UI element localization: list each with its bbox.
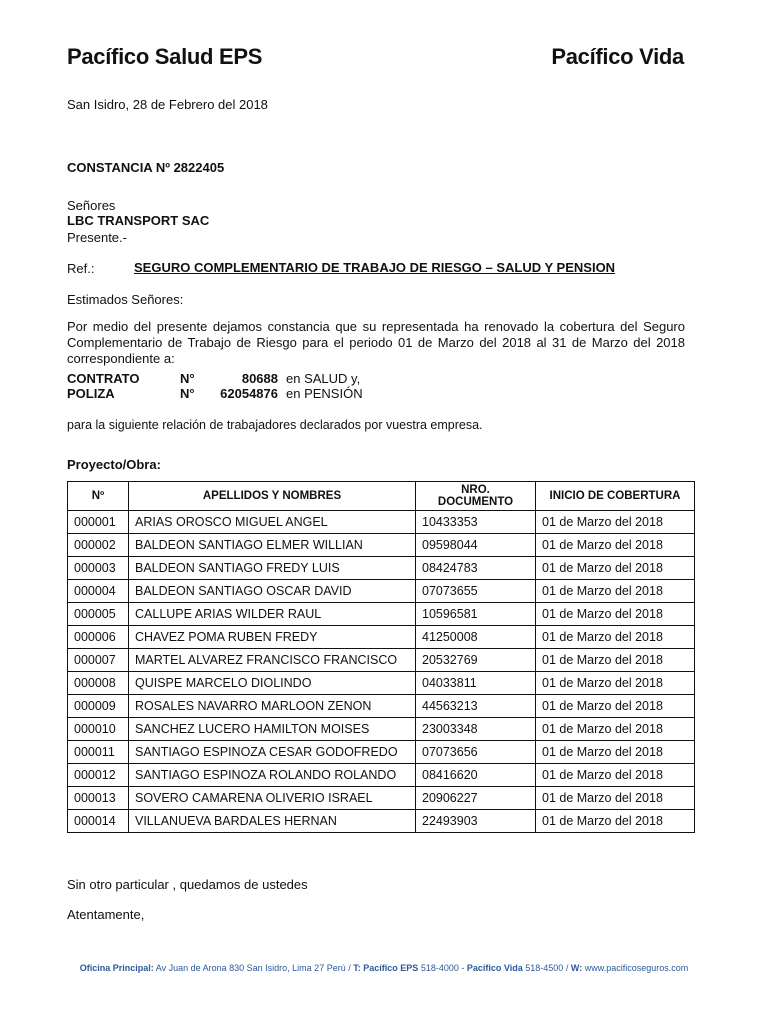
body-paragraph: Por medio del presente dejamos constancia que su representada ha renovado la cobertura del Seguro Complementario de Trabajo de Riesgo para el periodo 01 de Marzo del 2018 al 31 de Marzo del 2018 correspondiente a: [67, 319, 685, 366]
table-row [68, 534, 695, 557]
cell-document: 22493903 [416, 810, 536, 833]
cell-names: VILLANUEVA BARDALES HERNAN [129, 810, 416, 833]
table-row [68, 787, 695, 810]
cell-number: 000002 [68, 534, 129, 557]
cell-coverage-start: 01 de Marzo del 2018 [536, 695, 695, 718]
footer-dash: - [461, 963, 465, 973]
date-line: San Isidro, 28 de Febrero del 2018 [67, 97, 268, 112]
cell-coverage-start: 01 de Marzo del 2018 [536, 603, 695, 626]
table-row [68, 810, 695, 833]
table-header-row [68, 482, 695, 511]
policy-num-sign: N° [180, 386, 195, 401]
footer-website-link[interactable]: www.pacificoseguros.com [584, 963, 689, 973]
table-row [68, 649, 695, 672]
cell-names: SANTIAGO ESPINOZA CESAR GODOFREDO [129, 741, 416, 764]
cell-number: 000008 [68, 672, 129, 695]
cell-number: 000014 [68, 810, 129, 833]
footer-separator-2: / [565, 963, 569, 973]
cell-number: 000013 [68, 787, 129, 810]
cell-document: 20906227 [416, 787, 536, 810]
footer-eps-phone: 518-4000 [420, 963, 459, 973]
cell-names: SANCHEZ LUCERO HAMILTON MOISES [129, 718, 416, 741]
constancia-number: CONSTANCIA Nº 2822405 [67, 160, 225, 175]
cell-coverage-start: 01 de Marzo del 2018 [536, 534, 695, 557]
workers-table [67, 481, 695, 833]
table-row [68, 672, 695, 695]
footer-office-label: Oficina Principal: [79, 963, 154, 973]
footer-vida-label: Pacífico Vida [466, 963, 523, 973]
brand-pacifico-vida: Pacífico Vida [551, 44, 684, 69]
cell-document: 04033811 [416, 672, 536, 695]
cell-coverage-start: 01 de Marzo del 2018 [536, 810, 695, 833]
table-row [68, 603, 695, 626]
footer-t-label: T: [353, 963, 361, 973]
ref-subject: SEGURO COMPLEMENTARIO DE TRABAJO DE RIESGO – SALUD Y PENSION [134, 260, 616, 275]
closing-line: Sin otro particular , quedamos de ustedes [67, 877, 308, 892]
cell-number: 000003 [68, 557, 129, 580]
cell-names: CALLUPE ARIAS WILDER RAUL [129, 603, 416, 626]
contract-label: CONTRATO [67, 371, 140, 386]
cell-coverage-start: 01 de Marzo del 2018 [536, 580, 695, 603]
col-header-coverage-start: INICIO DE COBERTURA [536, 482, 695, 511]
cell-document: 41250008 [416, 626, 536, 649]
col-header-names: APELLIDOS Y NOMBRES [129, 482, 416, 511]
recipient-company: LBC TRANSPORT SAC [67, 213, 210, 228]
cell-names: CHAVEZ POMA RUBEN FREDY [129, 626, 416, 649]
table-row [68, 764, 695, 787]
footer-office-address: Av Juan de Arona 830 San Isidro, Lima 27 Perú [155, 963, 346, 973]
cell-coverage-start: 01 de Marzo del 2018 [536, 511, 695, 534]
table-row [68, 580, 695, 603]
footer [0, 963, 768, 973]
policy-suffix: en PENSIÓN [286, 386, 363, 401]
cell-coverage-start: 01 de Marzo del 2018 [536, 764, 695, 787]
presente-line: Presente.- [67, 230, 127, 245]
signoff: Atentamente, [67, 907, 145, 922]
cell-names: ROSALES NAVARRO MARLOON ZENON [129, 695, 416, 718]
cell-coverage-start: 01 de Marzo del 2018 [536, 649, 695, 672]
cell-number: 000005 [68, 603, 129, 626]
cell-document: 20532769 [416, 649, 536, 672]
cell-number: 000004 [68, 580, 129, 603]
project-label: Proyecto/Obra: [67, 457, 161, 472]
cell-names: BALDEON SANTIAGO OSCAR DAVID [129, 580, 416, 603]
cell-document: 10596581 [416, 603, 536, 626]
table-row [68, 626, 695, 649]
table-row [68, 718, 695, 741]
cell-document: 07073655 [416, 580, 536, 603]
cell-names: MARTEL ALVAREZ FRANCISCO FRANCISCO [129, 649, 416, 672]
footer-separator: / [348, 963, 351, 973]
cell-names: ARIAS OROSCO MIGUEL ANGEL [129, 511, 416, 534]
policy-value: 62054876 [220, 386, 278, 401]
cell-names: SOVERO CAMARENA OLIVERIO ISRAEL [129, 787, 416, 810]
contract-value: 80688 [241, 371, 278, 386]
greeting: Estimados Señores: [67, 292, 184, 307]
cell-number: 000010 [68, 718, 129, 741]
cell-document: 08416620 [416, 764, 536, 787]
cell-number: 000009 [68, 695, 129, 718]
table-row [68, 557, 695, 580]
footer-eps-label: Pacífico EPS [363, 963, 419, 973]
cell-number: 000011 [68, 741, 129, 764]
cell-document: 09598044 [416, 534, 536, 557]
salutation: Señores [67, 198, 116, 213]
cell-coverage-start: 01 de Marzo del 2018 [536, 672, 695, 695]
footer-w-label: W: [570, 963, 583, 973]
cell-coverage-start: 01 de Marzo del 2018 [536, 557, 695, 580]
table-row [68, 511, 695, 534]
cell-number: 000012 [68, 764, 129, 787]
cell-names: SANTIAGO ESPINOZA ROLANDO ROLANDO [129, 764, 416, 787]
col-header-document: NRO. DOCUMENTO [416, 482, 536, 511]
cell-number: 000006 [68, 626, 129, 649]
policy-label: POLIZA [67, 386, 115, 401]
contract-num-sign: N° [180, 371, 195, 386]
brand-pacifico-salud-eps: Pacífico Salud EPS [67, 44, 263, 69]
cell-names: QUISPE MARCELO DIOLINDO [129, 672, 416, 695]
contract-suffix: en SALUD y, [286, 371, 361, 386]
cell-document: 10433353 [416, 511, 536, 534]
cell-coverage-start: 01 de Marzo del 2018 [536, 741, 695, 764]
cell-coverage-start: 01 de Marzo del 2018 [536, 787, 695, 810]
cell-number: 000001 [68, 511, 129, 534]
cell-number: 000007 [68, 649, 129, 672]
cell-document: 08424783 [416, 557, 536, 580]
cell-document: 23003348 [416, 718, 536, 741]
cell-coverage-start: 01 de Marzo del 2018 [536, 718, 695, 741]
cell-names: BALDEON SANTIAGO FREDY LUIS [129, 557, 416, 580]
footer-vida-phone: 518-4500 [525, 963, 564, 973]
cell-document: 07073656 [416, 741, 536, 764]
cell-document: 44563213 [416, 695, 536, 718]
table-row [68, 695, 695, 718]
col-header-number: Nº [68, 482, 129, 511]
table-row [68, 741, 695, 764]
cell-names: BALDEON SANTIAGO ELMER WILLIAN [129, 534, 416, 557]
ref-label: Ref.: [67, 261, 95, 276]
list-intro: para la siguiente relación de trabajadores declarados por vuestra empresa. [67, 418, 483, 432]
cell-coverage-start: 01 de Marzo del 2018 [536, 626, 695, 649]
